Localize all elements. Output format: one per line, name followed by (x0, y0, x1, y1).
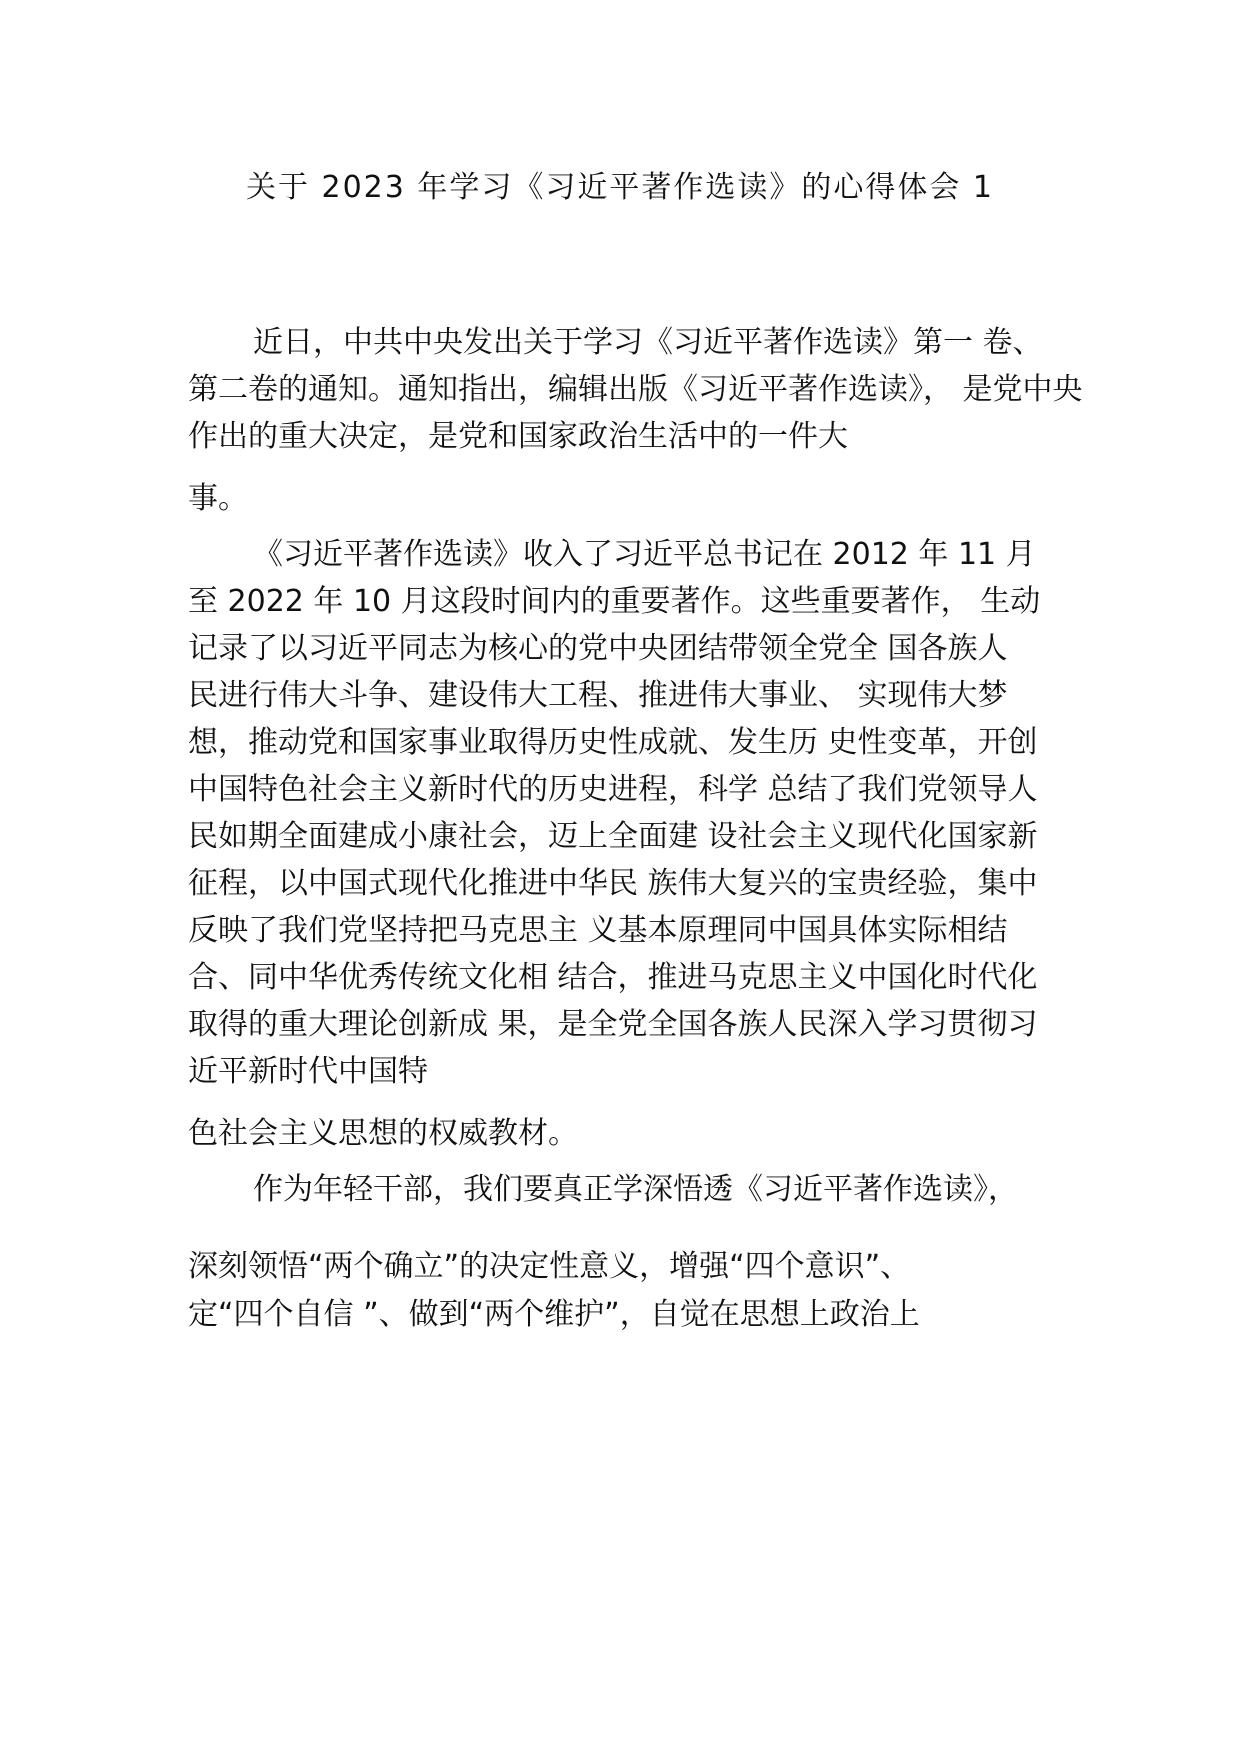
paragraph-line: 作出的重大决定，是党和国家政治生活中的一件大 (188, 419, 848, 454)
paragraph-line: 想，推动党和国家事业取得历史性成就、发生历 史性变革，开创 (188, 725, 1038, 760)
paragraph-line: 至 2022 年 10 月这段时间内的重要著作。这些重要著作， 生动 (188, 584, 1041, 619)
paragraph-line: 中国特色社会主义新时代的历史进程，科学 总结了我们党领导人 (188, 772, 1038, 807)
paragraph-line: 反映了我们党坚持把马克思主 义基本原理同中国具体实际相结 (188, 913, 1008, 948)
paragraph-line: 近日，中共中央发出关于学习《习近平著作选读》第一 卷、 (253, 325, 1043, 360)
paragraph-line: 深刻领悟“两个确立”的决定性意义，增强“四个意识”、 (188, 1249, 911, 1284)
paragraph-line: 色社会主义思想的权威教材。 (188, 1116, 578, 1151)
paragraph-line: 近平新时代中国特 (188, 1054, 428, 1089)
paragraph-line: 事。 (188, 481, 248, 516)
paragraph-line: 取得的重大理论创新成 果，是全党全国各族人民深入学习贯彻习 (188, 1007, 1038, 1042)
paragraph-line: 定“四个自信 ”、做到“两个维护”，自觉在思想上政治上 (188, 1297, 920, 1332)
paragraph-line: 作为年轻干部，我们要真正学深悟透《习近平著作选读》， (253, 1172, 1018, 1207)
paragraph-line: 合、同中华优秀传统文化相 结合，推进马克思主义中国化时代化 (188, 960, 1038, 995)
paragraph-line: 民如期全面建成小康社会，迈上全面建 设社会主义现代化国家新 (188, 819, 1038, 854)
paragraph-line: 记录了以习近平同志为核心的党中央团结带领全党全 国各族人 (188, 631, 1008, 666)
paragraph-line: 民进行伟大斗争、建设伟大工程、推进伟大事业、 实现伟大梦 (188, 678, 1008, 713)
paragraph-line: 《习近平著作选读》收入了习近平总书记在 2012 年 11 月 (253, 537, 1036, 572)
paragraph-line: 第二卷的通知。通知指出，编辑出版《习近平著作选读》， 是党中央 (188, 372, 1083, 407)
document-title: 关于 2023 年学习《习近平著作选读》的心得体会 1 (245, 170, 995, 205)
paragraph-line: 征程，以中国式现代化推进中华民 族伟大复兴的宝贵经验，集中 (188, 866, 1038, 901)
